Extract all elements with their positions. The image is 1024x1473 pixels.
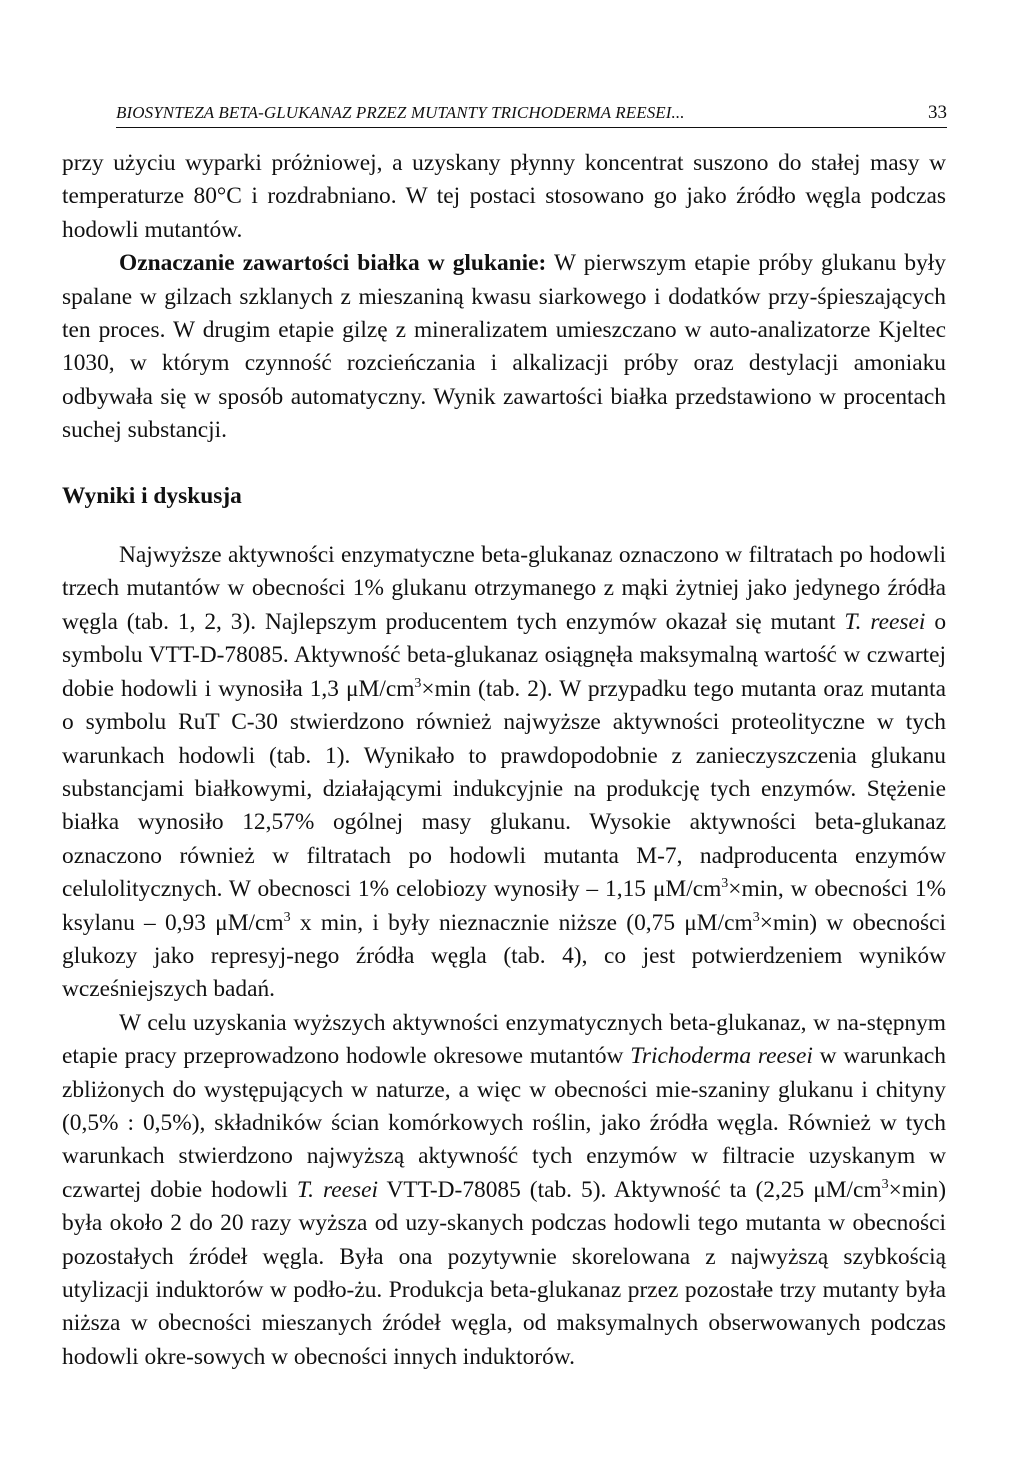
section-heading: Wyniki i dyskusja	[62, 482, 242, 509]
running-header	[116, 102, 947, 128]
text-run: W celu uzyskania wyższych aktywności enzymatycznych beta-glukanaz, w na-stępnym etapie pracy przeprowadzono hodowle okresowe mutantów	[62, 1009, 946, 1070]
paragraph-lead-label: Oznaczanie zawartości białka w glukanie:	[119, 250, 547, 277]
text-run: ×min) była około 2 do 20 razy wyższa od uzy-skanych podczas hodowli tego mutanta w obecności pozostałych źródeł węgla. Była ona pozytywnie skorelowana z najwyższą szybkością utylizacji induktorów w podło-żu. Produkcja beta-glukanaz przez pozostałe trzy mutanty była niższa w obecności mieszanych źródeł węgla, od maksymalnych obserwowanych podczas hodowli okre-sowych w obecności innych induktorów.	[62, 1176, 946, 1370]
paragraph-results-1	[62, 539, 946, 1007]
text-run: x min, i były nieznacznie niższe (0,75 μM/cm	[290, 909, 753, 936]
species-name: T. reesei	[296, 1176, 378, 1203]
superscript: 3	[752, 909, 760, 925]
page-number: 33	[928, 102, 947, 123]
text-run: o symbolu VTT-D-78085. Aktywność beta-glukanaz osiągnęła maksymalną wartość w czwartej dobie hodowli i wynosiła 1,3 μM/cm	[62, 608, 947, 702]
text-run: w warunkach zbliżonych do występujących w naturze, a więc w obecności mie-szaniny glukanu i chityny (0,5% : 0,5%), składników ścian komórkowych roślin, jako źródła węgla. Również w tych warunkach stwierdzono najwyższą aktywność tych enzymów w filtracie uzyskanym w czwartej dobie hodowli	[62, 1043, 946, 1203]
text-run: ×min) w obecności glukozy jako represyj-nego źródła węgla (tab. 4), co jest potwierdzeniem wyników wcześniejszych badań.	[62, 909, 947, 1003]
superscript: 3	[881, 1176, 889, 1192]
paragraph-results-2	[62, 1007, 946, 1374]
paragraph-methods-end: przy użyciu wyparki próżniowej, a uzyskany płynny koncentrat suszono do stałej masy w temperaturze 80°C i rozdrabniano. W tej postaci stosowano go jako źródło węgla podczas hodowli mutantów.	[62, 150, 946, 243]
running-title: BIOSYNTEZA BETA-GLUKANAZ PRZEZ MUTANTY TRICHODERMA REESEI...	[116, 103, 685, 122]
body-text	[62, 147, 946, 1374]
text-run: ×min, w obecności 1% ksylanu – 0,93 μM/cm	[62, 876, 946, 936]
species-name: T. reesei	[844, 608, 926, 635]
superscript: 3	[283, 909, 291, 925]
paragraph-text: W pierwszym etapie próby glukanu były spalane w gilzach szklanych z mieszaniną kwasu siarkowego i dodatków przy-śpieszających ten proces. W drugim etapie gilzę z mineralizatem umieszczano w auto-analizatorze Kjeltec 1030, w którym czynność rozcieńczania i alkalizacji próby oraz destylacji amoniaku odbywała się w sposób automatyczny. Wynik zawartości białka przedstawiono w procentach suchej substancji.	[62, 250, 946, 444]
superscript: 3	[414, 675, 422, 691]
paragraph-protein-determination	[62, 247, 946, 447]
text-run: Najwyższe aktywności enzymatyczne beta-glukanaz oznaczono w filtratach po hodowli trzech mutantów w obecności 1% glukanu otrzymanego z mąki żytniej jako jedynego źródła węgla (tab. 1, 2, 3). Najlepszym producentem tych enzymów okazał się mutant	[62, 542, 946, 635]
text-run: ×min (tab. 2). W przypadku tego mutanta oraz mutanta o symbolu RuT C-30 stwierdzono również najwyższe aktywności proteolityczne w tych warunkach hodowli (tab. 1). Wynikało to prawdopodobnie z zanieczyszczenia glukanu substancjami białkowymi, działającymi indukcyjnie na produkcję tych enzymów. Stężenie białka wynosiło 12,57% ogólnej masy glukanu. Wysokie aktywności beta-glukanaz oznaczono również w filtratach po hodowli mutanta M-7, nadproducenta enzymów celulolitycznych. W obecnosci 1% celobiozy wynosiły – 1,15 μM/cm	[62, 675, 946, 903]
superscript: 3	[721, 876, 729, 892]
text-run: VTT-D-78085 (tab. 5). Aktywność ta (2,25 μM/cm	[377, 1176, 882, 1203]
species-name: Trichoderma reesei	[630, 1043, 813, 1070]
